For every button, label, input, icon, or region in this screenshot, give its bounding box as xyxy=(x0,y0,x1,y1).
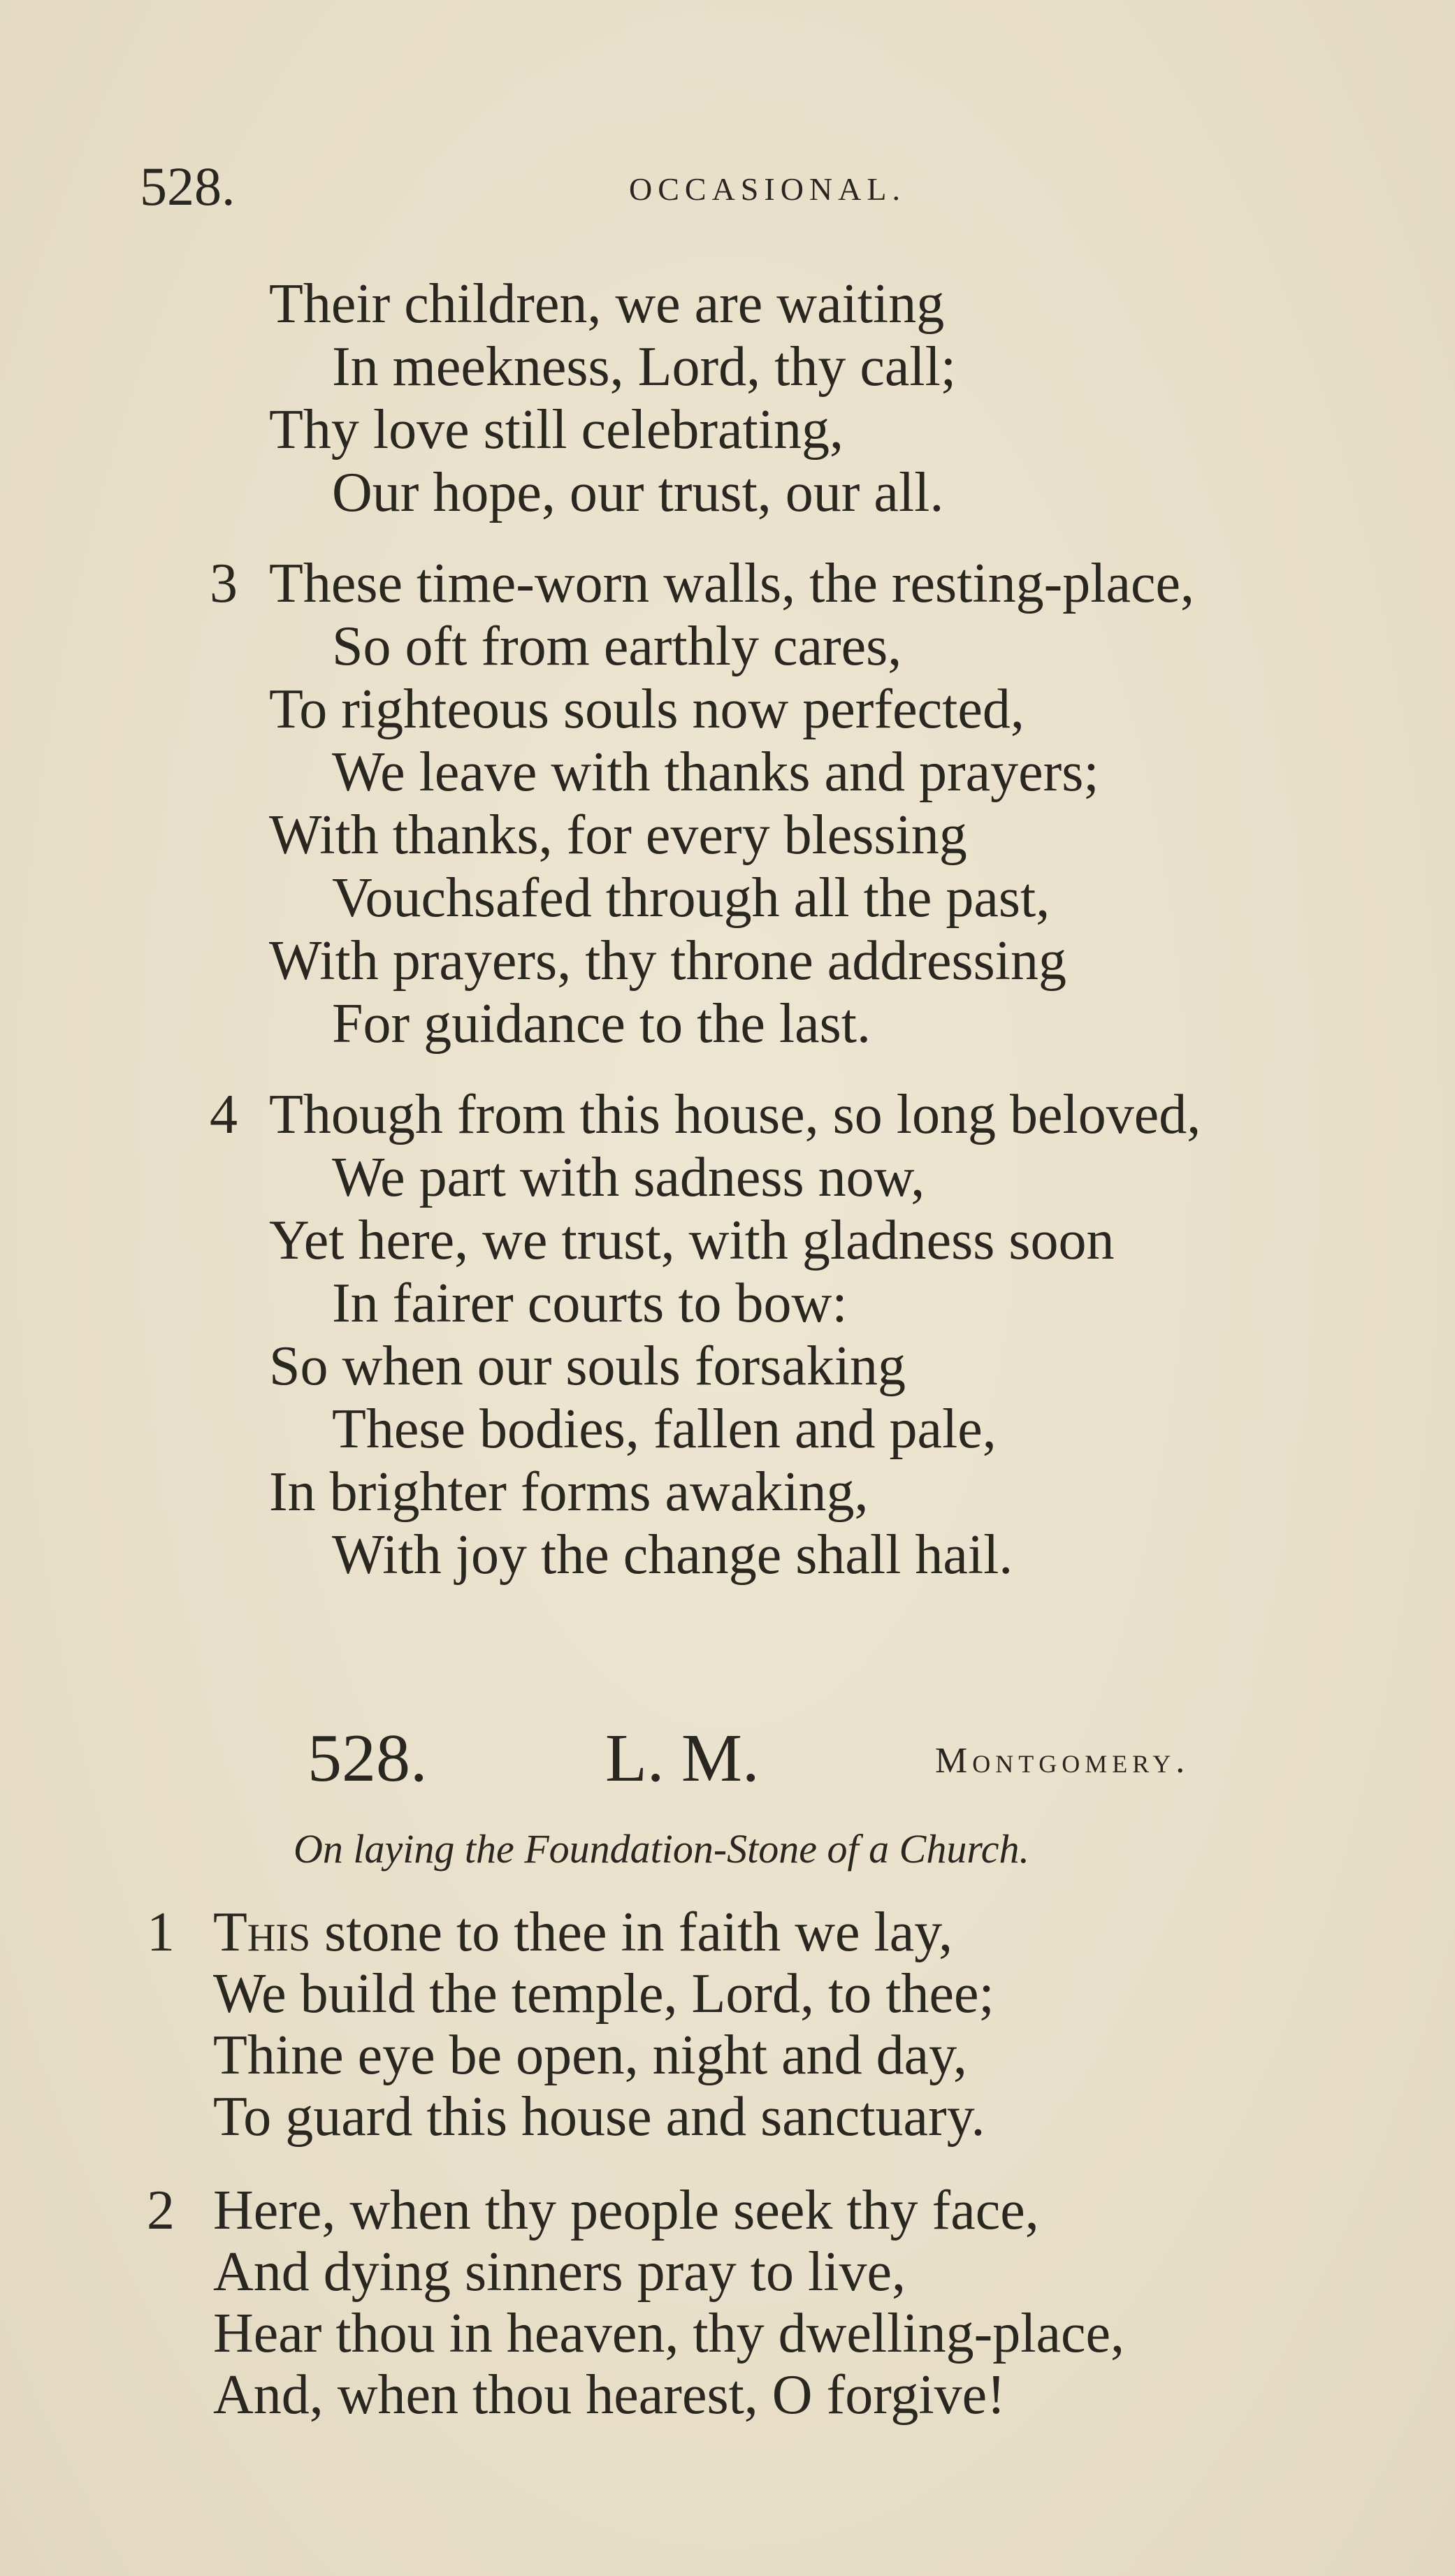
verse-line: In fairer courts to bow: xyxy=(332,1273,848,1334)
verse-line: To guard this house and sanctuary. xyxy=(213,2086,985,2148)
verse-line: In brighter forms awaking, xyxy=(269,1461,869,1523)
verse-line: Thy love still celebrating, xyxy=(269,399,844,461)
verse-line: These time-worn walls, the resting-place, xyxy=(269,553,1194,614)
hymn-number: 528. xyxy=(307,1721,428,1796)
verse-line: In meekness, Lord, thy call; xyxy=(332,336,957,398)
first-line-rest: stone to thee in faith we lay, xyxy=(310,1902,953,1963)
running-head: OCCASIONAL. xyxy=(629,171,906,207)
verse-line: Yet here, we trust, with gladness soon xyxy=(269,1210,1115,1271)
verse-line: So oft from earthly cares, xyxy=(332,616,902,677)
verse-line: For guidance to the last. xyxy=(332,993,871,1055)
page-header xyxy=(140,155,1328,217)
verse-line: We build the temple, Lord, to thee; xyxy=(213,1963,994,2025)
verse-line: To righteous souls now perfected, xyxy=(269,679,1025,740)
verse-line: We leave with thanks and prayers; xyxy=(332,741,1099,803)
verse-line: Here, when thy people seek thy face, xyxy=(213,2180,1039,2241)
verse-line: Our hope, our trust, our all. xyxy=(332,462,944,523)
verse-line: Their children, we are waiting xyxy=(269,273,945,335)
verse-number: 2 xyxy=(147,2180,175,2241)
page-number: 528. xyxy=(140,156,236,217)
verse-line: With thanks, for every blessing xyxy=(269,804,967,866)
verse-line: Hear thou in heaven, thy dwelling-place, xyxy=(213,2303,1124,2364)
verse-line: Thine eye be open, night and day, xyxy=(213,2025,967,2086)
verse-line: We part with sadness now, xyxy=(332,1147,925,1208)
verse-number: 1 xyxy=(147,1902,175,1963)
verse-line: And dying sinners pray to live, xyxy=(213,2241,906,2303)
verse-number: 3 xyxy=(210,553,238,614)
verse-line: Vouchsafed through all the past, xyxy=(332,867,1050,929)
verse-line xyxy=(213,1901,953,1964)
hymn-meter: L. M. xyxy=(605,1721,760,1796)
hymn-author: Montgomery. xyxy=(935,1741,1190,1781)
first-word: This xyxy=(213,1902,311,1963)
verse-line: And, when thou hearest, O forgive! xyxy=(213,2364,1006,2426)
verse-line: Though from this house, so long beloved, xyxy=(269,1084,1201,1145)
verse-line: These bodies, fallen and pale, xyxy=(332,1398,997,1460)
hymn-subtitle: On laying the Foundation-Stone of a Church. xyxy=(294,1826,1030,1872)
verse-number: 4 xyxy=(210,1084,238,1145)
verse-line: With joy the change shall hail. xyxy=(332,1524,1013,1586)
verse-line: With prayers, thy throne addressing xyxy=(269,930,1066,992)
verse-line: So when our souls forsaking xyxy=(269,1336,906,1397)
